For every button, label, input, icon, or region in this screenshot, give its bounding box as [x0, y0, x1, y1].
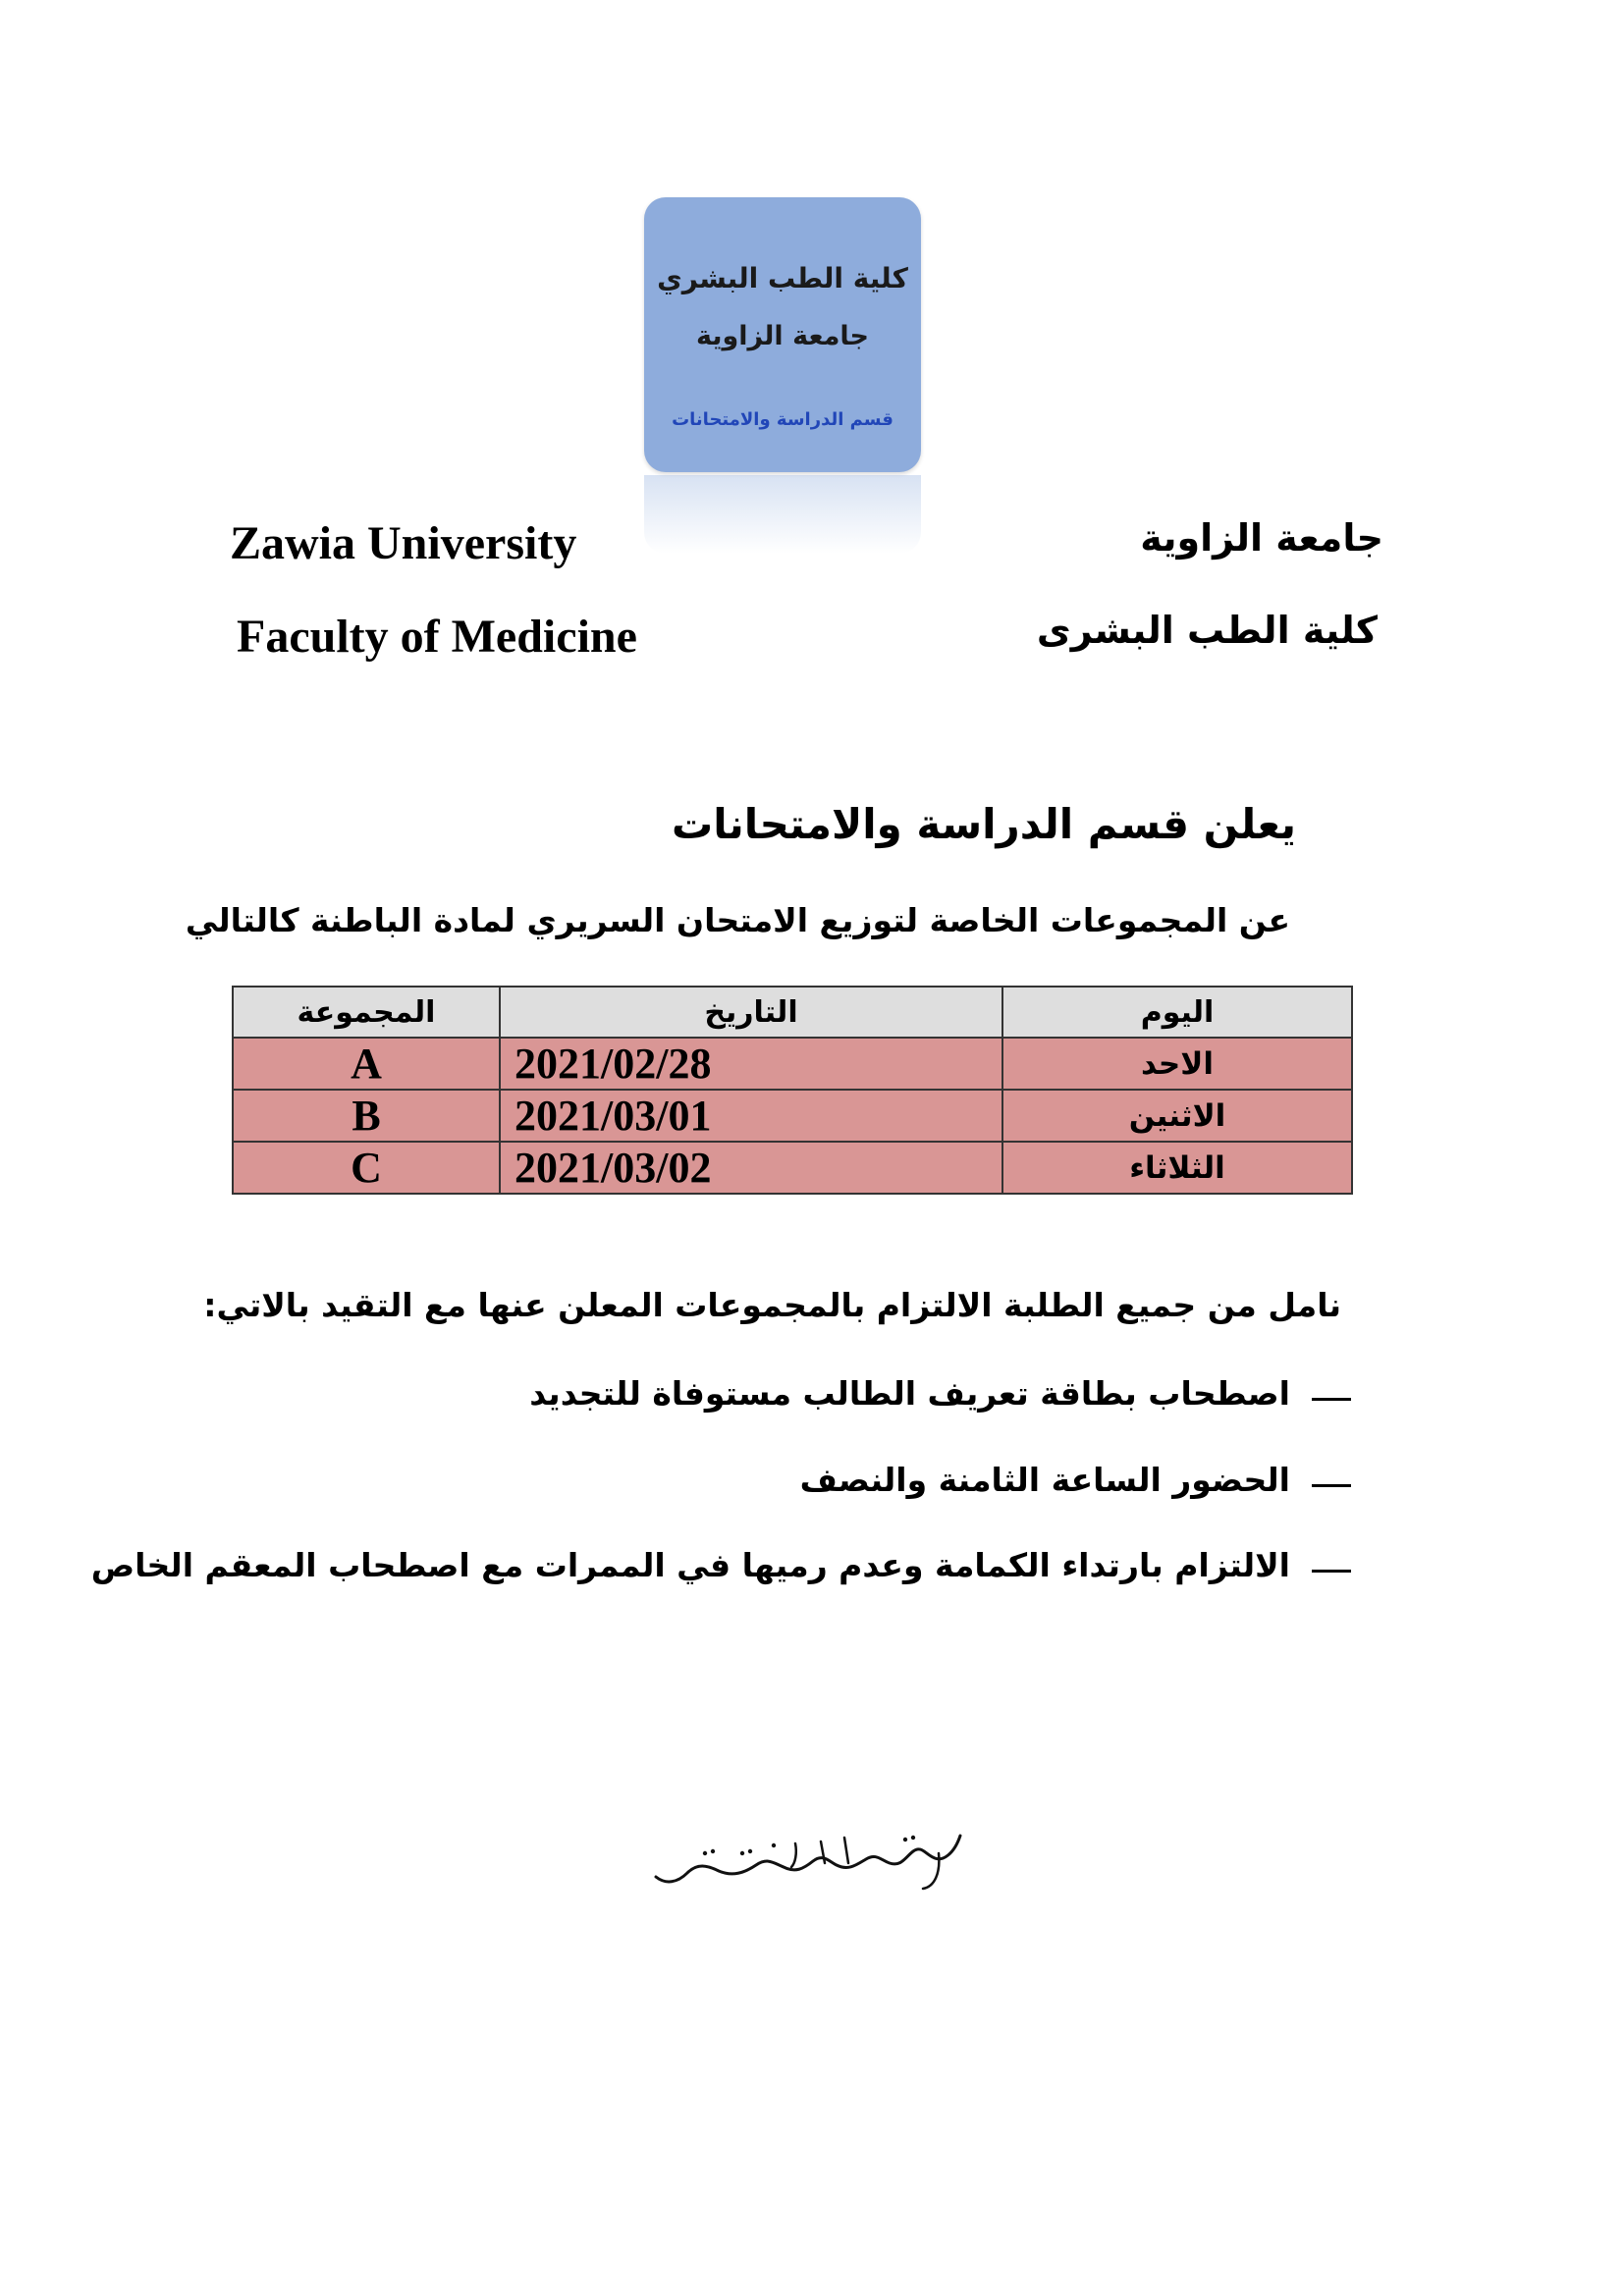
arabic-university-name: جامعة الزاوية: [1140, 516, 1383, 560]
cell-day: الثلاثاء: [1002, 1142, 1352, 1194]
table-row: [233, 1090, 1352, 1142]
cell-group: A: [233, 1038, 500, 1090]
header-day: اليوم: [1002, 987, 1352, 1038]
instruction-text: الحضور الساعة الثامنة والنصف: [799, 1461, 1290, 1499]
english-faculty-name: Faculty of Medicine: [237, 611, 637, 663]
instruction-item: [91, 1546, 1351, 1584]
instruction-text: اصطحاب بطاقة تعريف الطالب مستوفاة للتجديد: [529, 1374, 1290, 1413]
instruction-item: [800, 1461, 1351, 1499]
cell-group: B: [233, 1090, 500, 1142]
dash-bullet-icon: [1312, 1570, 1351, 1573]
cell-day: الاثنين: [1002, 1090, 1352, 1142]
dash-bullet-icon: [1312, 1398, 1351, 1401]
instruction-text: الالتزام بارتداء الكمامة وعدم رميها في الممرات مع اصطحاب المعقم الخاص: [90, 1546, 1290, 1584]
instruction-item: [529, 1374, 1351, 1413]
handwritten-signature: [648, 1824, 972, 1902]
exam-schedule-table: [232, 986, 1353, 1195]
logo-faculty-text: كلية الطب البشري: [657, 262, 908, 294]
header-group: المجموعة: [233, 987, 500, 1038]
instructions-intro: نامل من جميع الطلبة الالتزام بالمجموعات المعلن عنها مع التقيد بالاتي:: [203, 1286, 1341, 1324]
logo-reflection: [644, 475, 921, 554]
logo-department-text: قسم الدراسة والامتحانات: [672, 409, 893, 430]
header-date: التاريخ: [500, 987, 1002, 1038]
cell-group: C: [233, 1142, 500, 1194]
table-row: [233, 1038, 1352, 1090]
logo-university-text: جامعة الزاوية: [695, 321, 870, 351]
cell-date: 2021/03/01: [500, 1090, 1002, 1142]
announcement-title: يعلن قسم الدراسة والامتحانات: [672, 800, 1296, 848]
announcement-subtitle: عن المجموعات الخاصة لتوزيع الامتحان السريري لمادة الباطنة كالتالي: [185, 901, 1290, 939]
faculty-logo: [644, 197, 921, 472]
arabic-faculty-name: كلية الطب البشرى: [1036, 609, 1378, 652]
cell-date: 2021/02/28: [500, 1038, 1002, 1090]
table-row: [233, 1142, 1352, 1194]
table-header-row: [233, 987, 1352, 1038]
english-university-name: Zawia University: [230, 517, 577, 569]
cell-date: 2021/03/02: [500, 1142, 1002, 1194]
cell-day: الاحد: [1002, 1038, 1352, 1090]
dash-bullet-icon: [1312, 1484, 1351, 1487]
